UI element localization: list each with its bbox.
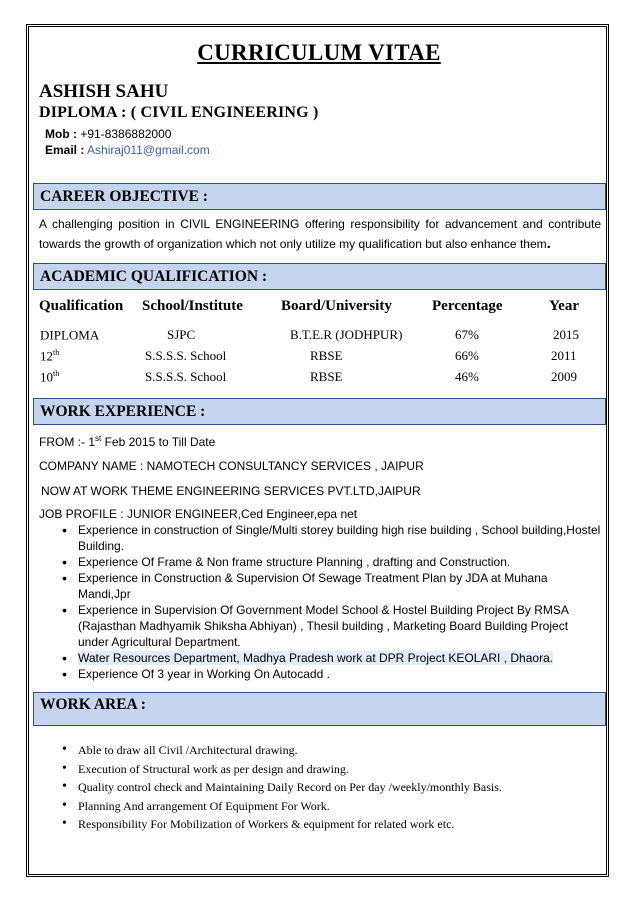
career-text: A challenging position in CIVIL ENGINEERING offering responsibility for advancement and contribute towards the growth of organization which not only utilize my qualification but also enhance them [39,217,601,251]
work-experience-list [62,522,602,682]
mobile-line [45,127,171,141]
mobile-value: +91-8386882000 [80,127,172,141]
section-career-objective: CAREER OBJECTIVE : [33,183,606,210]
list-item: • Experience in Construction & Supervision Of Sewage Treatment Plan by JDA at Muhana Mandi,Jpr [62,570,602,602]
work-from-date: FROM :- 1st Feb 2015 to Till Date [39,434,216,449]
career-text-end: . [546,235,551,252]
work-area-list [62,741,602,834]
mobile-label: Mob : [45,127,77,141]
email-label: Email : [45,143,85,157]
list-item: • Execution of Structural work as per design and drawing. [62,760,602,779]
document-title: CURRICULUM VITAE [197,40,441,65]
table-cell-qualification: DIPLOMA [40,327,100,343]
table-cell-school: SJPC [167,327,196,342]
work-job-profile: JOB PROFILE : JUNIOR ENGINEER,Ced Engineer,epa net [39,507,358,521]
col-qualification: Qualification [39,298,124,314]
section-work-area: WORK AREA : [33,692,606,726]
table-cell-percentage: 46% [455,369,479,384]
list-item: • Able to draw all Civil /Architectural drawing. [62,741,602,760]
table-cell-board: B.T.E.R (JODHPUR) [290,327,403,342]
list-item: • Quality control check and Maintaining Daily Record on Per day /weekly/monthly Basis. [62,778,602,797]
col-year: Year [549,298,579,314]
list-item: • Experience in Supervision Of Government Model School & Hostel Building Project By RMSA (Rajasthan Madhyamik Shiksha Abhiyan) , Thesil building , Marketing Board Building Project under Agricultural Department. [62,602,602,650]
email-line [45,143,210,157]
list-item: • Experience in construction of Single/Multi storey building high rise building , School building,Hostel Building. [62,522,602,554]
table-cell-year: 2011 [551,348,577,363]
col-school: School/Institute [142,298,243,314]
list-item: • Water Resources Department, Madhya Pradesh work at DPR Project KEOLARI , Dhaora. [62,650,602,666]
table-cell-qualification: 10th [40,369,60,385]
section-work-experience: WORK EXPERIENCE : [33,398,606,425]
section-academic-qualification: ACADEMIC QUALIFICATION : [33,263,606,290]
candidate-name: ASHISH SAHU [39,81,169,102]
career-objective-text [39,215,601,254]
table-cell-school: S.S.S.S. School [145,348,227,363]
col-percentage: Percentage [432,298,503,314]
table-cell-percentage: 66% [455,348,479,363]
list-item: • Experience Of 3 year in Working On Autocadd . [62,666,602,682]
col-board: Board/University [281,298,392,314]
work-company: COMPANY NAME : NAMOTECH CONSULTANCY SERVICES , JAIPUR [39,459,424,473]
table-cell-year: 2009 [551,369,577,384]
table-cell-school: S.S.S.S. School [145,369,227,384]
table-cell-board: RBSE [310,369,343,384]
table-cell-percentage: 67% [455,327,479,342]
candidate-diploma: DIPLOMA : ( CIVIL ENGINEERING ) [39,104,319,121]
work-current: NOW AT WORK THEME ENGINEERING SERVICES PVT.LTD,JAIPUR [41,484,421,498]
email-value: Ashiraj011@gmail.com [87,143,210,157]
table-cell-board: RBSE [310,348,343,363]
table-cell-year: 2015 [553,327,579,342]
list-item: • Responsibility For Mobilization of Workers & equipment for related work etc. [62,815,602,834]
table-cell-qualification: 12th [40,348,60,364]
list-item: • Experience Of Frame & Non frame structure Planning , drafting and Construction. [62,554,602,570]
list-item: • Planning And arrangement Of Equipment For Work. [62,797,602,816]
